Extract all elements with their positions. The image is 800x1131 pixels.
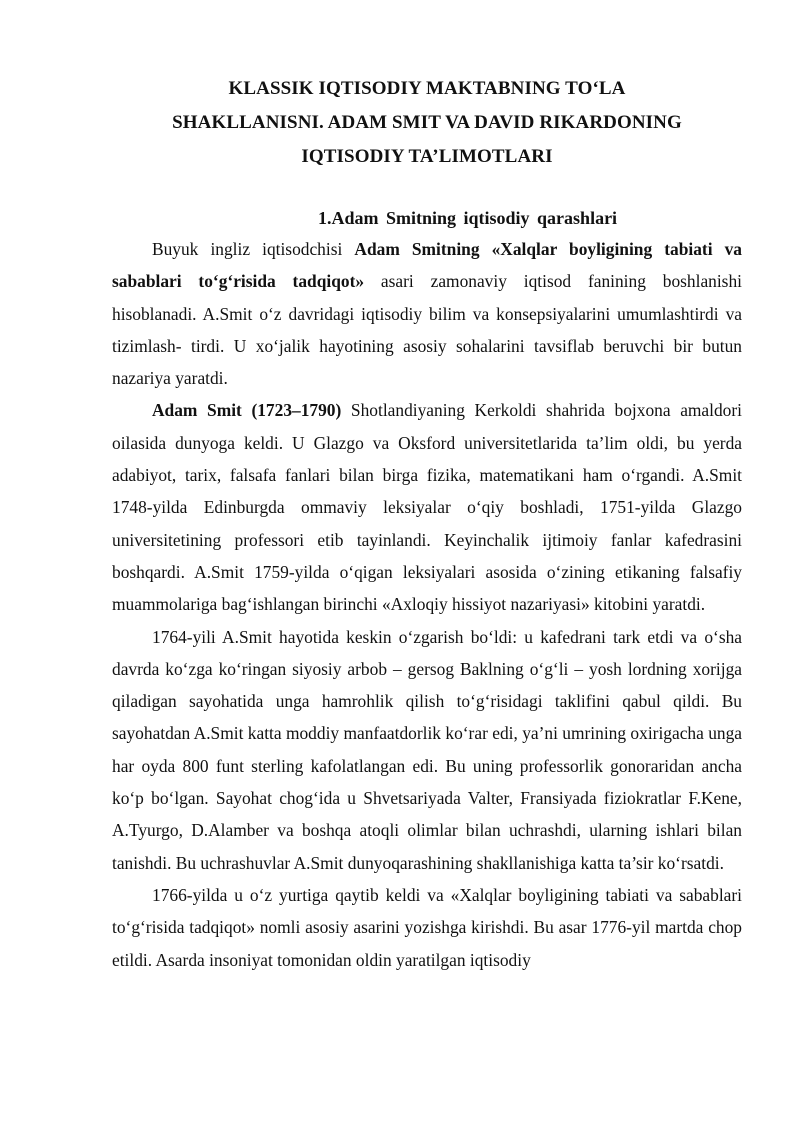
paragraph-2-rest: Shotlandiyaning Kerkoldi shahrida bojxona amaldori oilasida dunyoga keldi. U Glazgo va Oksford universitetlarida ta’lim oldi, bu yerda adabiyot, tarix, falsafa fanlari bilan birga fizika, matematikani ham o‘rgandi. A.Smit 1748-yilda Edinburgda ommaviy leksiyalar o‘qiy boshladi, 1751-yilda Glazgo universitetining professori etib tayinlandi. Keyinchalik ijtimoiy fanlar kafedrasini boshqardi. A.Smit 1759-yilda o‘qigan leksiyalari asosida o‘zining etikaning falsafiy muammolariga bag‘ishlangan birinchi «Axloqiy hissiyot nazariyasi» kitobini yaratdi. bbox=[112, 400, 742, 615]
paragraph-1-intro: Buyuk ingliz iqtisodchisi bbox=[152, 239, 355, 259]
title-line-2: SHAKLLANISNI. ADAM SMIT VA DAVID RIKARDONING bbox=[172, 112, 682, 133]
paragraph-2-bold: Adam Smit (1723–1790) bbox=[152, 400, 342, 421]
paragraph-1-bold: Adam Smitning «Xalqlar boyligining tabiati va sabablari to‘g‘risida tadqiqot» bbox=[112, 239, 742, 292]
document-title bbox=[112, 72, 742, 174]
paragraph-4: 1766-yilda u o‘z yurtiga qaytib keldi va «Xalqlar boyligining tabiati va sabablari to‘g‘risida tadqiqot» nomli asosiy asarini yozishga kirishdi. Bu asar 1776-yil martda chop etildi. Asarda insoniyat tomonidan oldin yaratilgan iqtisodiy bbox=[112, 884, 742, 970]
paragraph-2 bbox=[112, 394, 742, 620]
document-body bbox=[112, 233, 742, 976]
title-line-1: KLASSIK IQTISODIY MAKTABNING TO‘LA bbox=[228, 78, 626, 99]
section-heading: 1.Adam Smitning iqtisodiy qarashlari bbox=[318, 208, 618, 228]
paragraph-1-rest: asari zamonaviy iqtisod fanining boshlanishi hisoblanadi. A.Smit o‘z davridagi iqtisodiy bilim va konsepsiyalarini umumlashtirdi va tizimlash- tirdi. U xo‘jalik hayotining asosiy sohalarini tavsiflab beruvchi bir butun nazariya yaratdi. bbox=[112, 271, 742, 389]
title-line-3: IQTISODIY TA’LIMOTLARI bbox=[301, 146, 553, 167]
paragraph-1 bbox=[112, 233, 742, 394]
paragraph-3: 1764-yili A.Smit hayotida keskin o‘zgarish bo‘ldi: u kafedrani tark etdi va o‘sha davrda ko‘zga ko‘ringan siyosiy arbob – gersog Baklning o‘g‘li – yosh lordning xorijga qiladigan sayohatida unga hamrohlik qilish to‘g‘risidagi taklifini qabul qildi. Bu sayohatdan A.Smit katta moddiy manfaatdorlik ko‘rar edi, ya’ni umrining oxirigacha unga har oyda 800 funt sterling kafolatlangan edi. Bu uning professorlik gonoraridan ancha ko‘p bo‘lgan. Sayohat chog‘ida u Shvetsariyada Valter, Fransiyada fiziokratlar F.Kene, A.Tyurgo, D.Alamber va boshqa atoqli olimlar bilan uchrashdi, ularning ishlari bilan tanishdi. Bu uchrashuvlar A.Smit dunyoqarashining shakllanishiga katta ta’sir ko‘rsatdi. bbox=[112, 626, 742, 873]
